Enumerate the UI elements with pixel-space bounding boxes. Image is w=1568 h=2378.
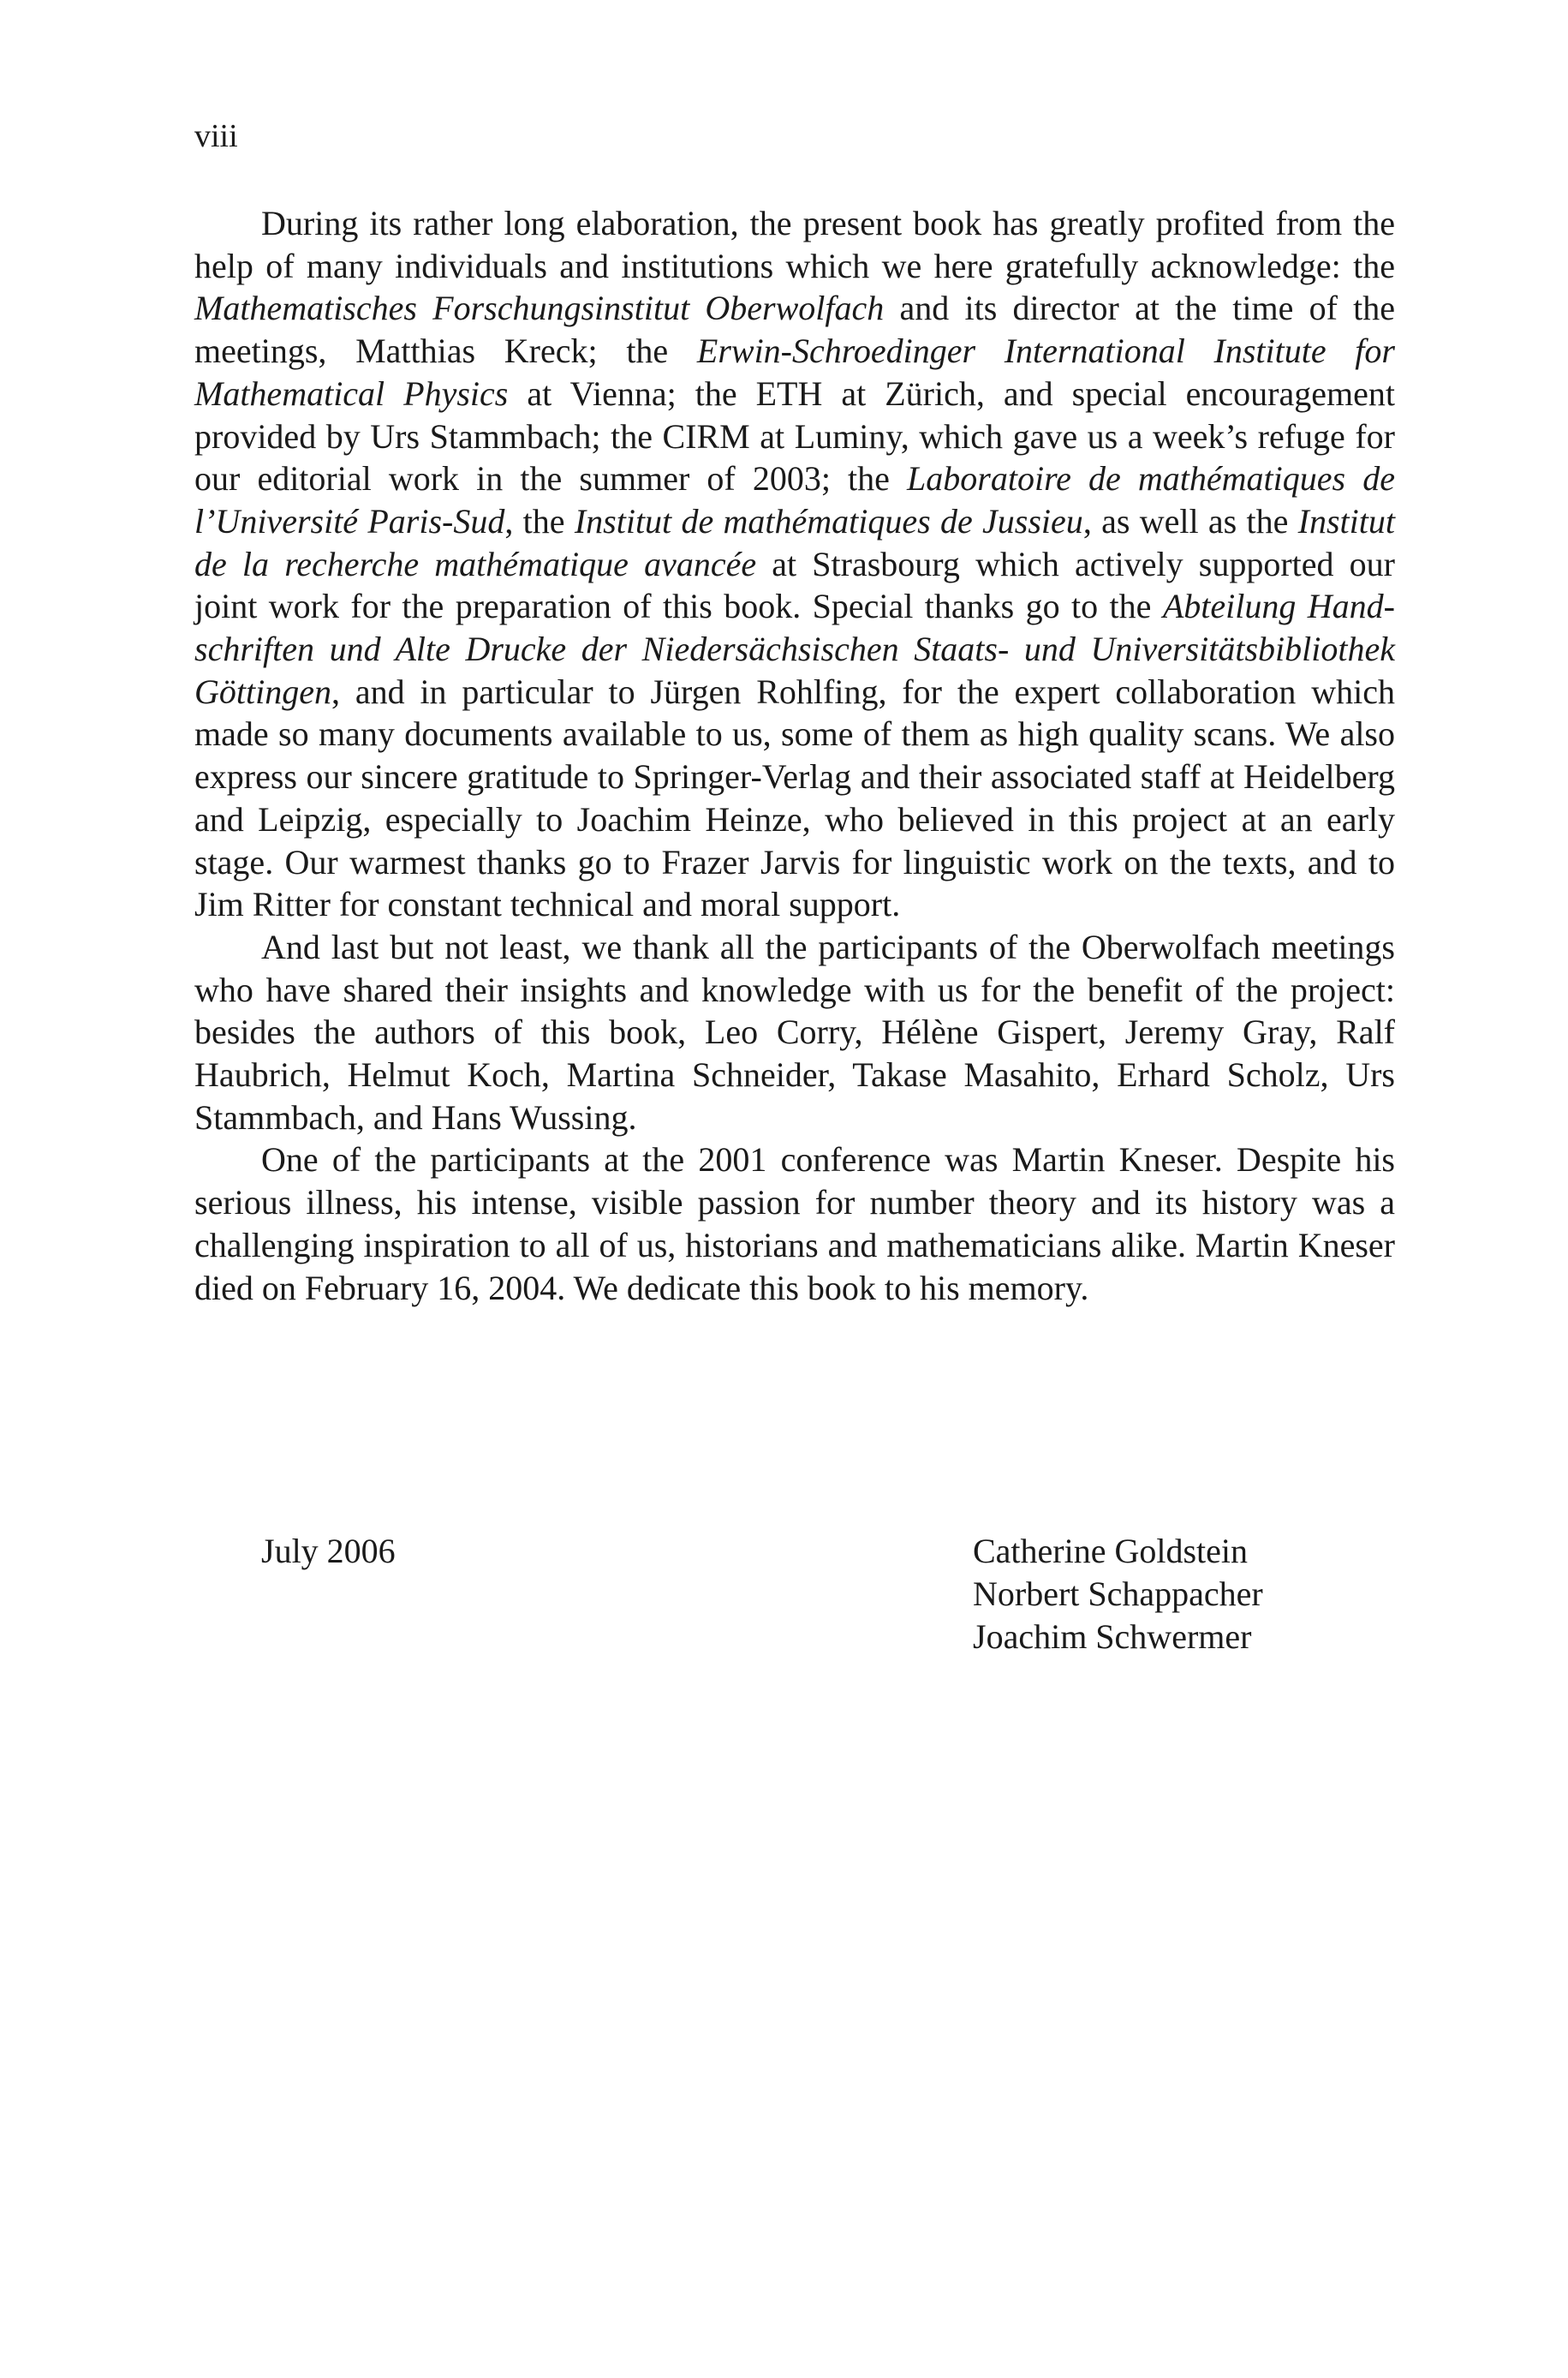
preface-body <box>194 202 1395 1309</box>
institution-name: Mathematisches Forschungsinstitut Oberwolfach <box>194 289 885 328</box>
text-segment: , as well as the <box>1082 501 1298 541</box>
text-segment: and its director at the time of the meetings, Matthias Kreck; the <box>194 289 1396 371</box>
institution-name: Abteilung Handschriften und Alte Drucke der Niedersächsischen Staats- und Universitätsbibliothek Göttingen <box>194 587 1395 711</box>
institution-name: Institut de mathématiques de Jussieu <box>574 501 1083 541</box>
text-segment: One of the participants at the 2001 conference was Martin Kneser. Despite his serious illness, his intense, visible passion for number theory and its history was a challenging inspiration to all of us, historians and mathematicians alike. Martin Kneser died on February 16, 2004. We dedicate this book to his memory. <box>194 1140 1395 1307</box>
paragraph-dedication <box>194 1138 1395 1309</box>
institution-name: Institut de la recherche mathématique avancée <box>194 501 1396 583</box>
page-number: viii <box>194 118 238 154</box>
signatory-name: Norbert Schappacher <box>973 1574 1263 1613</box>
signatory-name: Catherine Goldstein <box>973 1532 1249 1570</box>
paragraph-participants <box>194 926 1395 1139</box>
text-segment: at Strasbourg which actively supported our joint work for the preparation of this book. Special thanks go to the <box>194 544 1395 626</box>
institution-name: Erwin-Schroedinger International Institute for Mathematical Physics <box>194 332 1395 413</box>
text-segment: And last but not least, we thank all the participants of the Oberwolfach meetings who have shared their insights and knowledge with us for the benefit of the project: besides the authors of this book, Leo Corry, Hélène Gispert, Jeremy Gray, Ralf Haubrich, Helmut Koch, Martina Schneider, Takase Masahito, Erhard Scholz, Urs Stammbach, and Hans Wussing. <box>194 927 1395 1137</box>
preface-date: July 2006 <box>261 1532 396 1570</box>
text-segment: at Vienna; the ETH at Zürich, and special encouragement provided by Urs Stammbach; the CIRM at Luminy, which gave us a week’s refuge for our editorial work in the summer of 2003; the <box>194 373 1395 499</box>
text-segment: , and in particular to Jürgen Rohlfing, for the expert collaboration which made so many documents available to us, some of them as high quality scans. We also express our sincere gratitude to Springer-Verlag and their associated staff at Heidelberg and Leipzig, especially to Joachim Heinze, who believed in this project at an early stage. Our warmest thanks go to Frazer Jarvis for linguistic work on the texts, and to Jim Ritter for constant technical and moral support. <box>194 672 1395 924</box>
signatory-name: Joachim Schwermer <box>973 1617 1252 1656</box>
paragraph-acknowledgements <box>194 202 1395 926</box>
institution-name: Laboratoire de mathématiques de l’Université Paris-Sud <box>194 459 1395 541</box>
signatories-block <box>973 1530 1263 1658</box>
text-segment: , the <box>504 501 575 541</box>
text-segment: During its rather long elaboration, the present book has greatly profited from the help of many individuals and institutions which we here gratefully acknowledge: the <box>194 204 1395 285</box>
